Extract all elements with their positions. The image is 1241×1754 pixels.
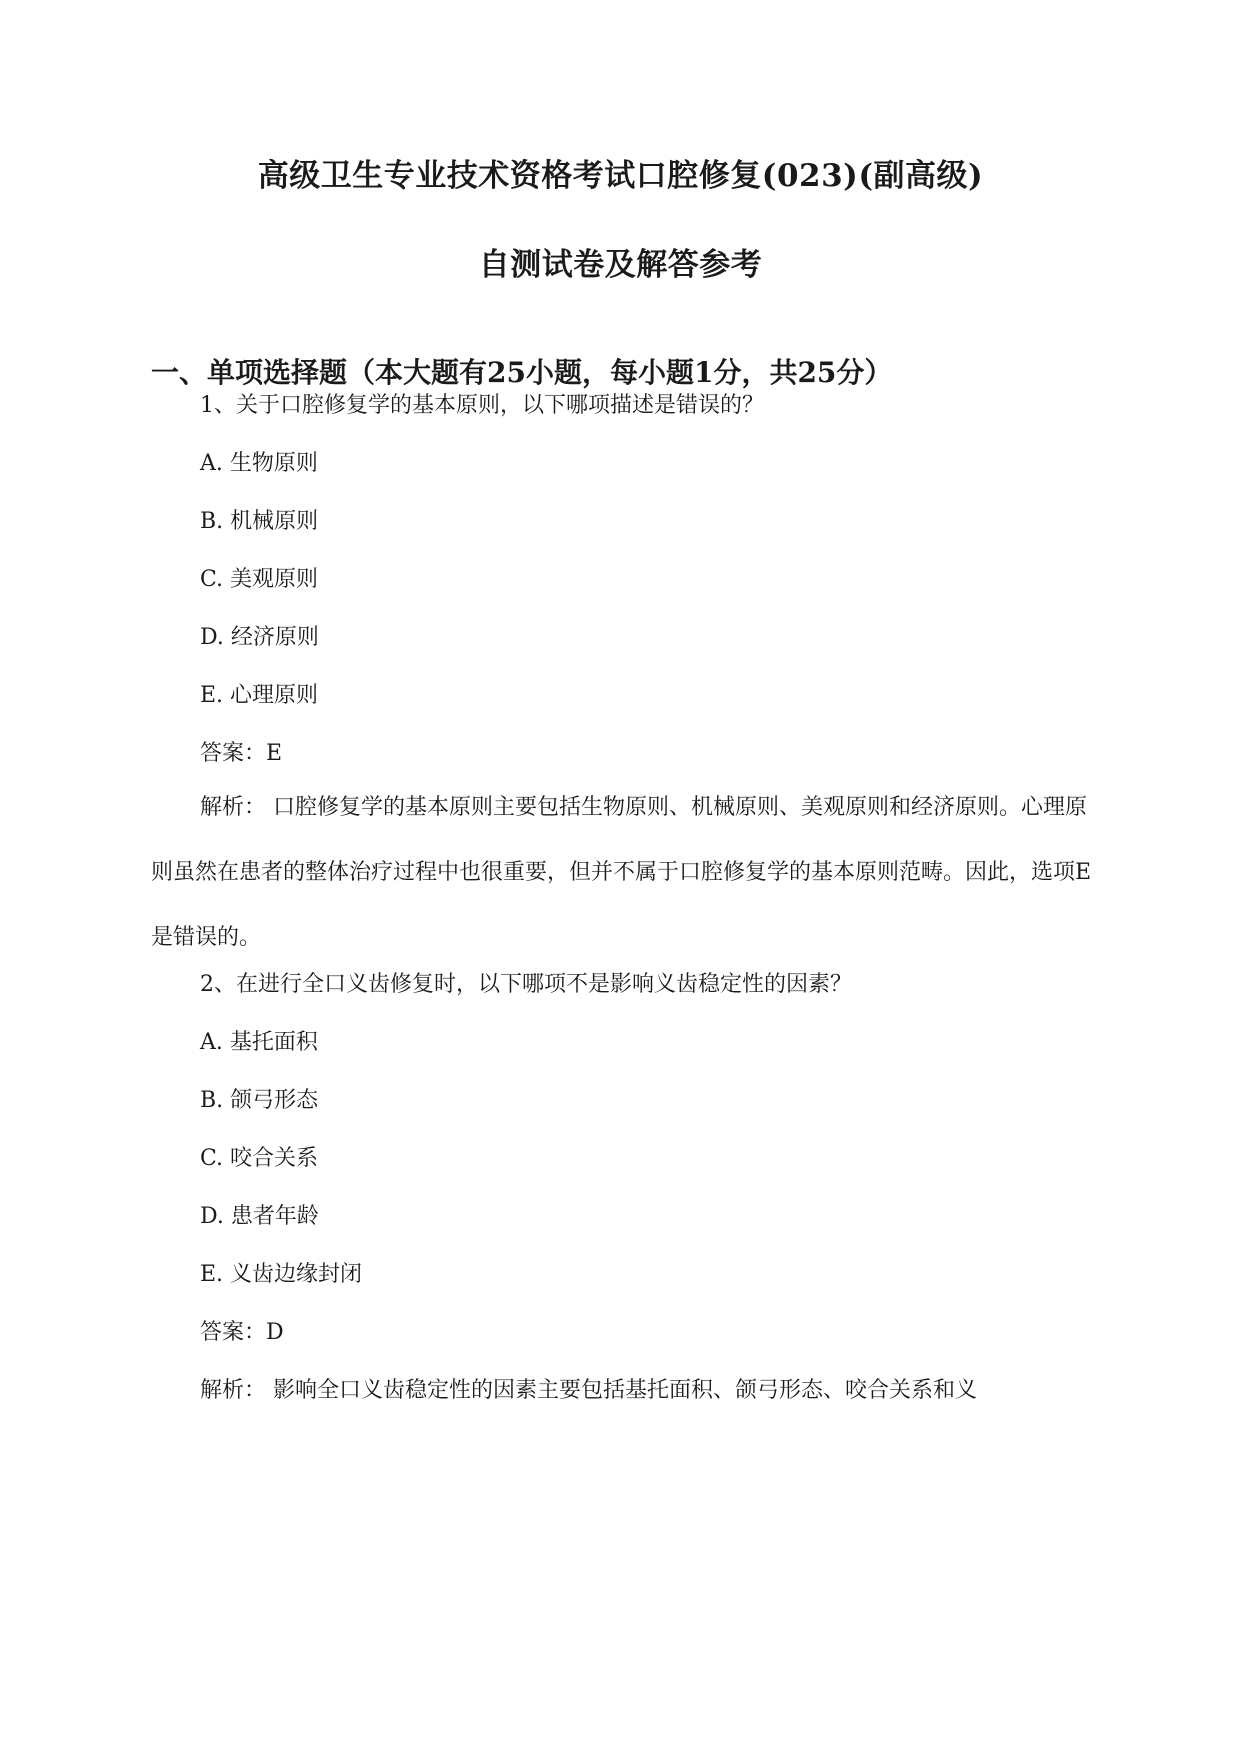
question-2-answer: 答案：D [200, 1320, 284, 1345]
question-1-option-b: B. 机械原则 [200, 509, 319, 534]
question-1-stem: 1、关于口腔修复学的基本原则，以下哪项描述是错误的？ [200, 393, 764, 418]
question-2-option-d: D. 患者年龄 [200, 1204, 319, 1229]
question-1-option-e: E. 心理原则 [200, 683, 319, 708]
question-1-analysis: 解析： 口腔修复学的基本原则主要包括生物原则、机械原则、美观原则和经济原则。心理原则虽然在患者的整体治疗过程中也很重要，但并不属于口腔修复学的基本原则范畴。因此，选项E是错误的。 [151, 795, 1092, 950]
question-1-option-d: D. 经济原则 [200, 625, 319, 650]
section-heading: 一、单项选择题（本大题有25小题，每小题1分，共25分） [151, 356, 893, 389]
question-2-option-b: B. 颌弓形态 [200, 1088, 319, 1113]
question-2-option-a: A. 基托面积 [200, 1030, 318, 1055]
question-1-option-c: C. 美观原则 [200, 567, 319, 592]
question-2-option-c: C. 咬合关系 [200, 1146, 319, 1171]
question-2-analysis: 解析： 影响全口义齿稳定性的因素主要包括基托面积、颌弓形态、咬合关系和义 [200, 1378, 977, 1403]
document-title-line1: 高级卫生专业技术资格考试口腔修复(023)(副高级) [257, 158, 984, 194]
question-2-option-e: E. 义齿边缘封闭 [200, 1262, 363, 1287]
question-1-option-a: A. 生物原则 [200, 451, 318, 476]
question-1-answer: 答案：E [200, 741, 283, 766]
document-title-line2: 自测试卷及解答参考 [478, 247, 763, 283]
question-2-stem: 2、在进行全口义齿修复时，以下哪项不是影响义齿稳定性的因素？ [200, 972, 852, 997]
